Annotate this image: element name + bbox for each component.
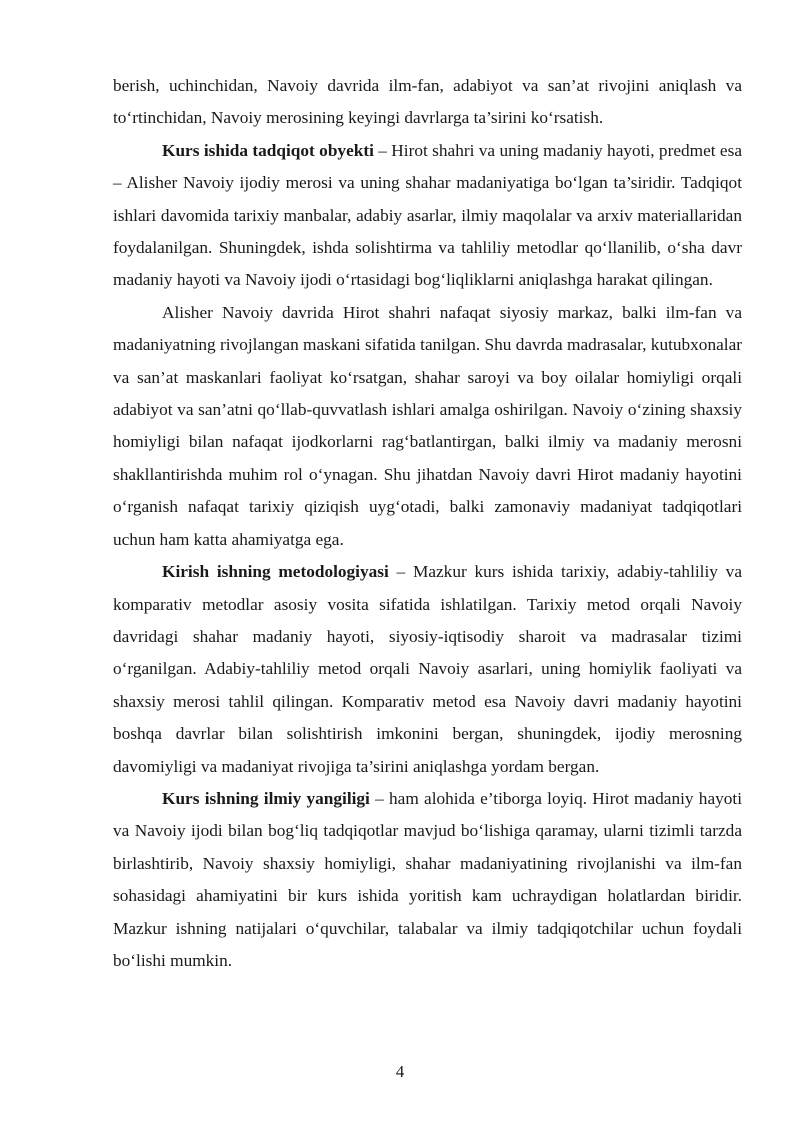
document-page (113, 70, 742, 977)
paragraph-lead-term: Kurs ishning ilmiy yangiligi (162, 788, 370, 808)
paragraph-scientific-novelty (113, 783, 742, 977)
page-number: 4 (395, 1062, 405, 1081)
paragraph-continuation (113, 70, 742, 135)
paragraph-research-object (113, 135, 742, 297)
paragraph-text: – Mazkur kurs ishida tarixiy, adabiy-tahliliy va komparativ metodlar asosiy vosita sifatida ishlatilgan. Tarixiy metod orqali Navoiy davridagi shahar madaniy hayoti, siyosiy-iqtisodiy sharoit va madrasalar tizimi o‘rganilgan. Adabiy-tahliliy metod orqali Navoiy asarlari, uning homiylik faoliyati va shaxsiy merosi tahlil qilingan. Komparativ metod esa Navoiy davri madaniy hayotini boshqa davrlar bilan solishtirish imkonini bergan, shuningdek, ijodiy merosning davomiyligi va madaniyat rivojiga ta’sirini aniqlashga yordam bergan. (113, 562, 742, 776)
paragraph-text: Alisher Navoiy davrida Hirot shahri nafaqat siyosiy markaz, balki ilm-fan va madaniyatning rivojlangan maskani sifatida tanilgan. Shu davrda madrasalar, kutubxonalar va san’at maskanlari faoliyat ko‘rsatgan, shahar saroyi va boy oilalar homiyligi orqali adabiyot va san’atni qo‘llab-quvvatlash ishlari amalga oshirilgan. Navoiy o‘zining shaxsiy homiyligi bilan nafaqat ijodkorlarni rag‘batlantirgan, balki ilmiy va madaniy merosni shakllantirishda muhim rol o‘ynagan. Shu jihatdan Navoiy davri Hirot madaniy hayotini o‘rganish nafaqat tarixiy qiziqish uyg‘otadi, balki zamonaviy madaniyat tadqiqotlari uchun ham katta ahamiyatga ega. (113, 302, 742, 549)
paragraph-text: – ham alohida e’tiborga loyiq. Hirot madaniy hayoti va Navoiy ijodi bilan bog‘liq tadqiqotlar mavjud bo‘lishiga qaramay, ularni tizimli tarzda birlashtirib, Navoiy shaxsiy homiyligi, shahar madaniyatining rivojlanishi va ilm-fan sohasidagi ahamiyatini bir kurs ishida yoritish kam uchraydigan holatlardan biridir. Mazkur ishning natijalari o‘quvchilar, talabalar va ilmiy tadqiqotchilar uchun foydali bo‘lishi mumkin. (113, 788, 742, 970)
paragraph-text: – Hirot shahri va uning madaniy hayoti, predmet esa – Alisher Navoiy ijodiy merosi va uning shahar madaniyatiga bo‘lgan ta’siridir. Tadqiqot ishlari davomida tarixiy manbalar, adabiy asarlar, ilmiy maqolalar va arxiv materiallaridan foydalanilgan. Shuningdek, ishda solishtirma va tahliliy metodlar qo‘llanilib, o‘sha davr madaniy hayoti va Navoiy ijodi o‘rtasidagi bog‘liqliklarni aniqlashga harakat qilingan. (113, 140, 742, 290)
paragraph-lead-term: Kurs ishida tadqiqot obyekti (162, 140, 374, 160)
paragraph-lead-term: Kirish ishning metodologiyasi (162, 562, 389, 582)
paragraph-text: berish, uchinchidan, Navoiy davrida ilm-fan, adabiyot va san’at rivojini aniqlash va to‘rtinchidan, Navoiy merosining keyingi davrlarga ta’sirini ko‘rsatish. (113, 76, 742, 128)
paragraph-methodology (113, 556, 742, 783)
paragraph-herat-culture (113, 297, 742, 556)
